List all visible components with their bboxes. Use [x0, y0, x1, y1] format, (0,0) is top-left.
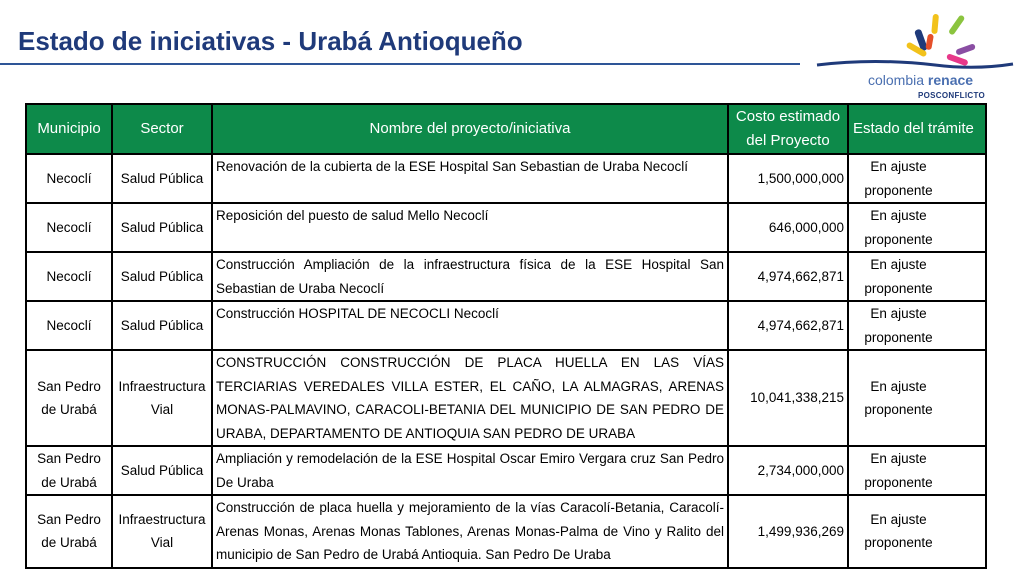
cell-sector: Salud Pública — [112, 154, 212, 203]
cell-estado: En ajuste proponente — [848, 154, 986, 203]
cell-costo: 1,499,936,269 — [728, 495, 848, 568]
logo-brand-second: renace — [927, 72, 974, 88]
cell-nombre: Reposición del puesto de salud Mello Necoclí — [212, 203, 728, 252]
cell-nombre: Construcción Ampliación de la infraestructura física de la ESE Hospital San Sebastian de Uraba Necoclí — [212, 252, 728, 301]
table-row — [26, 495, 986, 568]
logo-stroke-green — [948, 14, 966, 35]
table-row — [26, 301, 986, 350]
cell-estado: En ajuste proponente — [848, 203, 986, 252]
cell-sector: Salud Pública — [112, 252, 212, 301]
cell-nombre: Construcción de placa huella y mejoramiento de la vías Caracolí-Betania, Caracolí-Arenas Monas, Arenas Monas Tablones, Arenas Monas-Palma de Vino y Ralito del municipio de San Pedro de Urabá Antioquia. San Pedro De Uraba — [212, 495, 728, 568]
logo-stroke-yellow-top — [931, 14, 939, 34]
header-sector: Sector — [112, 104, 212, 154]
cell-municipio: Necoclí — [26, 203, 112, 252]
header-costo-line1: Costo estimado — [735, 108, 841, 125]
cell-municipio: Necoclí — [26, 301, 112, 350]
cell-sector: Infraestructura Vial — [112, 350, 212, 446]
header-costo-line2: del Proyecto — [746, 132, 830, 149]
cell-estado: En ajuste proponente — [848, 350, 986, 446]
initiatives-table-container — [25, 103, 974, 562]
cell-municipio: San Pedro de Urabá — [26, 495, 112, 568]
table-row — [26, 350, 986, 446]
cell-nombre: Ampliación y remodelación de la ESE Hospital Oscar Emiro Vergara cruz San Pedro De Uraba — [212, 446, 728, 495]
cell-costo: 2,734,000,000 — [728, 446, 848, 495]
cell-municipio: Necoclí — [26, 154, 112, 203]
cell-sector: Infraestructura Vial — [112, 495, 212, 568]
cell-estado: En ajuste proponente — [848, 446, 986, 495]
table-row — [26, 203, 986, 252]
logo-stroke-orange — [925, 33, 934, 50]
table-row — [26, 252, 986, 301]
cell-municipio: San Pedro de Urabá — [26, 350, 112, 446]
table-header-row — [26, 104, 986, 154]
initiatives-table — [25, 103, 987, 569]
cell-costo: 646,000,000 — [728, 203, 848, 252]
header-costo — [728, 104, 848, 154]
cell-nombre: Construcción HOSPITAL DE NECOCLI Necoclí — [212, 301, 728, 350]
cell-costo: 4,974,662,871 — [728, 301, 848, 350]
cell-estado: En ajuste proponente — [848, 495, 986, 568]
logo-brand-first: colombia — [868, 72, 925, 88]
cell-estado: En ajuste proponente — [848, 301, 986, 350]
header-municipio: Municipio — [26, 104, 112, 154]
header-nombre: Nombre del proyecto/iniciativa — [212, 104, 728, 154]
cell-sector: Salud Pública — [112, 446, 212, 495]
cell-costo: 4,974,662,871 — [728, 252, 848, 301]
logo-brand-text — [868, 72, 973, 88]
cell-sector: Salud Pública — [112, 203, 212, 252]
title-divider — [0, 63, 800, 65]
cell-costo: 10,041,338,215 — [728, 350, 848, 446]
page-title: Estado de iniciativas - Urabá Antioqueño — [18, 26, 523, 56]
cell-estado: En ajuste proponente — [848, 252, 986, 301]
cell-municipio: San Pedro de Urabá — [26, 446, 112, 495]
cell-sector: Salud Pública — [112, 301, 212, 350]
logo-stroke-pink — [946, 53, 969, 66]
cell-nombre: CONSTRUCCIÓN CONSTRUCCIÓN DE PLACA HUELLA EN LAS VÍAS TERCIARIAS VEREDALES VILLA ESTER, EL CAÑO, LA ALMAGRAS, ARENAS MONAS-PALMAVINO, CARACOLI-BETANIA DEL MUNICIPIO DE SAN PEDRO DE URABA, DEPARTAMENTO DE ANTIOQUIA SAN PEDRO DE URABA — [212, 350, 728, 446]
cell-nombre: Renovación de la cubierta de la ESE Hospital San Sebastian de Uraba Necoclí — [212, 154, 728, 203]
table-row — [26, 446, 986, 495]
cell-municipio: Necoclí — [26, 252, 112, 301]
cell-costo: 1,500,000,000 — [728, 154, 848, 203]
header-estado: Estado del trámite — [848, 104, 986, 154]
logo-subtitle: POSCONFLICTO — [918, 91, 986, 100]
table-row — [26, 154, 986, 203]
logo-swoosh — [817, 62, 1013, 68]
logo-stroke-purple — [955, 43, 976, 55]
